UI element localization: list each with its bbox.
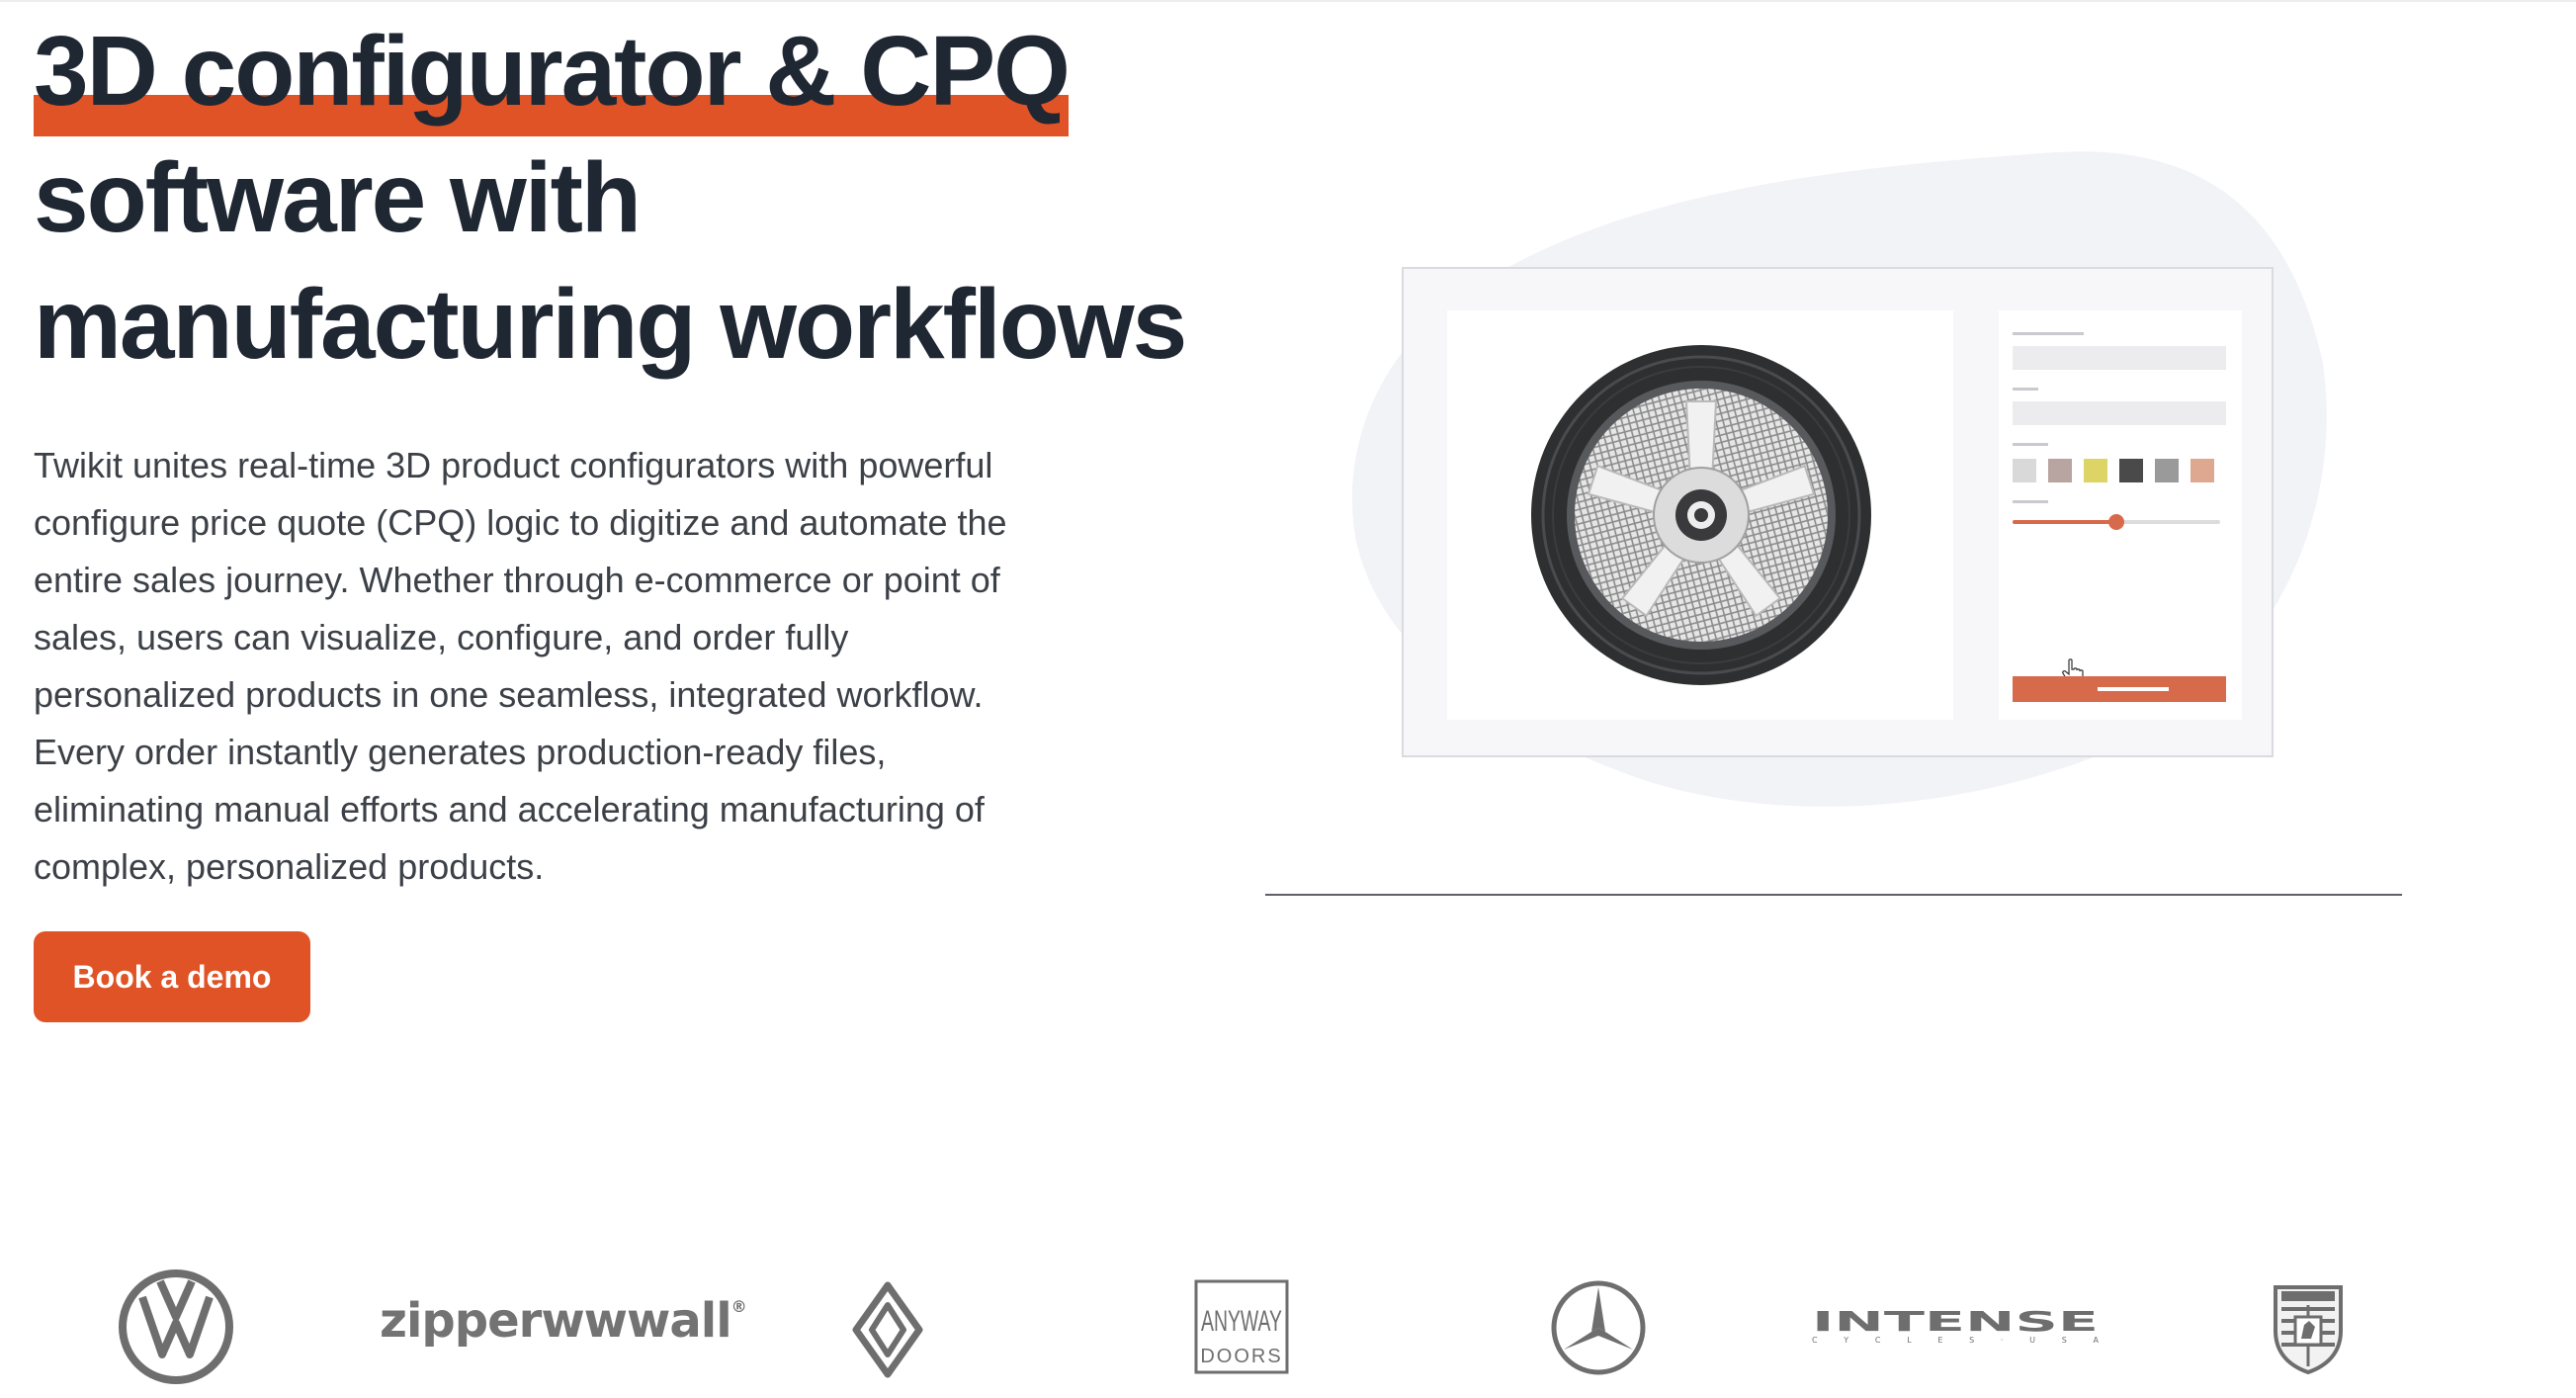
color-swatch-1[interactable]	[2013, 459, 2036, 482]
color-swatch-4[interactable]	[2119, 459, 2143, 482]
option-label	[2013, 388, 2038, 391]
configurator-window	[1402, 267, 2274, 757]
registered-mark: ®	[730, 1297, 746, 1316]
option-label	[2013, 500, 2048, 503]
client-logos	[0, 1254, 2576, 1398]
hero-description: Twikit unites real-time 3D product configurators with powerful configure price quote (CPQ) logic to digitize and automate the entire sales journey. Whether through e-commerce or point of sales, users can visualize, configure, and order fully personalized products in one seamless, integrated workflow. Every order instantly generates production-ready files, eliminating manual efforts and accelerating manufacturing of complex, personalized products.	[34, 445, 1007, 887]
option-field-2[interactable]	[2013, 401, 2226, 425]
option-field-1[interactable]	[2013, 346, 2226, 370]
color-swatch-3[interactable]	[2084, 459, 2107, 482]
top-border	[0, 0, 2576, 2]
section-divider	[1265, 894, 2402, 896]
button-label-placeholder	[2098, 687, 2169, 691]
mercedes-logo-icon	[1550, 1279, 1647, 1376]
slider-fill	[2013, 520, 2116, 524]
book-demo-button[interactable]: Book a demo	[34, 931, 310, 1022]
size-slider[interactable]	[2013, 520, 2220, 524]
hero-title-line-1	[34, 8, 1185, 134]
intense-cycles-logo	[1809, 1305, 2102, 1345]
option-label	[2013, 443, 2048, 446]
anyway-doors-logo	[1194, 1279, 1289, 1374]
intense-logo-text: INTENSE	[1812, 1305, 2099, 1338]
color-swatch-5[interactable]	[2155, 459, 2179, 482]
zipperwall-logo	[380, 1293, 746, 1349]
hero-title	[34, 8, 1185, 388]
zipperwall-logo-text: zipperwwwall	[380, 1293, 731, 1349]
renault-logo-icon	[852, 1281, 923, 1378]
anyway-logo-text-2: DOORS	[1200, 1346, 1283, 1367]
volkswagen-logo-icon	[117, 1267, 235, 1386]
color-swatch-2[interactable]	[2048, 459, 2072, 482]
anyway-logo-text-1: ANYWAY	[1201, 1305, 1282, 1338]
color-swatch-6[interactable]	[2190, 459, 2214, 482]
hero-title-highlighted-text: 3D configurator & CPQ	[34, 16, 1069, 127]
options-panel	[1999, 310, 2242, 720]
tire-wheel-icon	[1528, 342, 1874, 688]
option-label	[2013, 332, 2084, 335]
highlight	[34, 8, 1069, 134]
hero-title-line-2: software with	[34, 142, 640, 253]
product-viewport[interactable]	[1447, 310, 1953, 720]
intense-logo-subtext: C Y C L E S · U S A	[1812, 1336, 2099, 1345]
hero-title-line-3: manufacturing workflows	[34, 269, 1186, 380]
add-to-cart-button[interactable]	[2013, 676, 2226, 702]
porsche-crest-icon	[2272, 1281, 2345, 1374]
slider-handle[interactable]	[2108, 514, 2124, 530]
